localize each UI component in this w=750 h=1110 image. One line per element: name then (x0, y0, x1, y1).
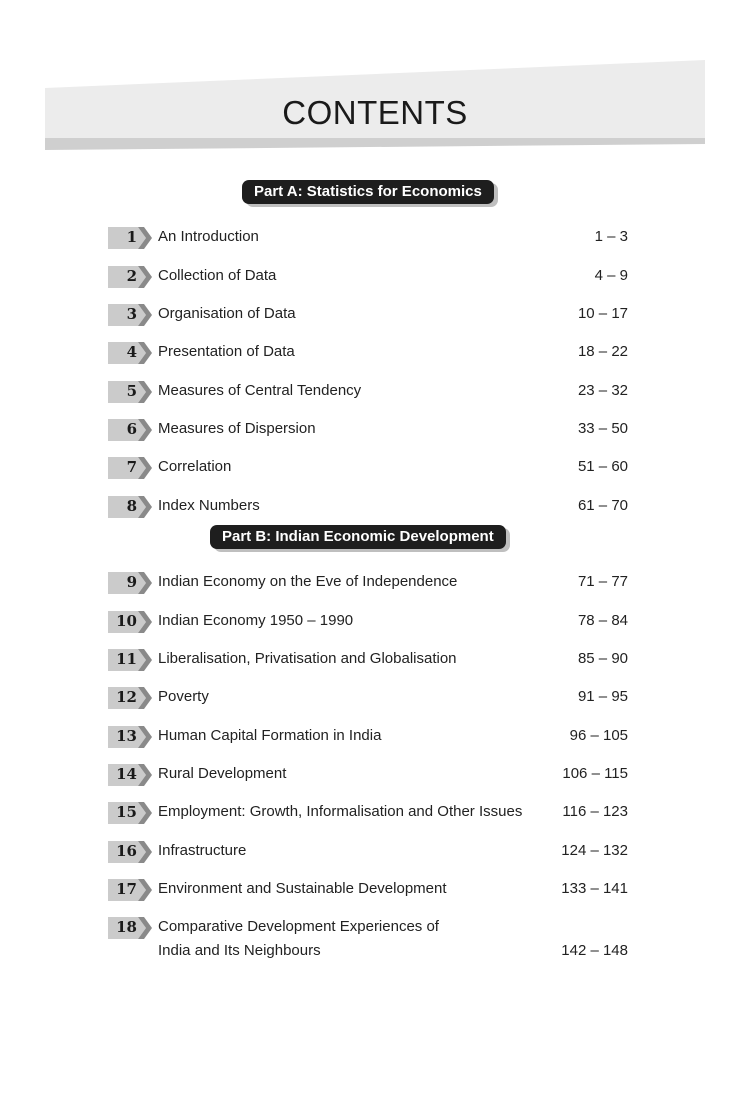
chapter-number: 16 (116, 842, 137, 860)
chapter-page-range: 85 – 90 (577, 650, 628, 667)
chapter-arrow-icon (108, 726, 152, 748)
chapter-title: Poverty (158, 688, 209, 705)
chapter-page-range: 78 – 84 (577, 612, 628, 629)
chapter-number: 13 (116, 727, 137, 745)
chapter-title: Liberalisation, Privatisation and Globalisation (158, 650, 457, 667)
chapter-arrow-icon (108, 457, 152, 479)
chapter-arrow-icon (108, 419, 152, 441)
chapter-number: 10 (116, 612, 137, 630)
chapter-page-range: 10 – 17 (577, 305, 628, 322)
chapter-number: 12 (116, 688, 137, 706)
chapter-number: 8 (126, 497, 137, 515)
toc-entry[interactable] (108, 266, 628, 290)
chapter-page-range: 124 – 132 (561, 842, 628, 859)
chapter-page-range: 1 – 3 (594, 228, 628, 245)
toc-entry[interactable] (108, 726, 628, 750)
chapter-arrow-icon (108, 879, 152, 901)
chapter-title: Measures of Central Tendency (158, 382, 362, 399)
chapter-title: Rural Development (158, 765, 287, 782)
chapter-title: Infrastructure (158, 842, 247, 859)
chapter-page-range: 23 – 32 (577, 382, 628, 399)
chapter-title: Environment and Sustainable Development (158, 880, 447, 897)
chapter-arrow-icon (108, 304, 152, 326)
toc-entry[interactable] (108, 841, 628, 865)
chapter-number: 3 (126, 305, 137, 323)
toc-entry[interactable] (108, 649, 628, 673)
chapter-title: Presentation of Data (158, 343, 295, 360)
chapter-page-range: 96 – 105 (569, 727, 628, 744)
chapter-arrow-icon (108, 687, 152, 709)
toc-entry[interactable] (108, 572, 628, 596)
chapter-arrow-icon (108, 802, 152, 824)
chapter-number: 17 (116, 880, 137, 898)
chapter-arrow-icon (108, 649, 152, 671)
chapter-arrow-icon (108, 227, 152, 249)
chapter-number: 5 (126, 382, 137, 400)
chapter-arrow-icon (108, 572, 152, 594)
toc-entry[interactable] (108, 764, 628, 788)
chapter-title: Index Numbers (158, 497, 260, 514)
chapter-page-range: 106 – 115 (562, 765, 628, 782)
chapter-page-range: 51 – 60 (577, 458, 628, 475)
chapter-page-range: 91 – 95 (577, 688, 628, 705)
chapter-page-range: 33 – 50 (577, 420, 628, 437)
toc-entry[interactable] (108, 381, 628, 405)
chapter-title: Organisation of Data (158, 305, 296, 322)
chapter-page-range: 61 – 70 (577, 497, 628, 514)
chapter-title: Measures of Dispersion (158, 420, 316, 437)
chapter-title: Comparative Development Experiences of (158, 918, 439, 935)
chapter-title: Correlation (158, 458, 232, 475)
chapter-title: Employment: Growth, Informalisation and Other Issues (158, 803, 523, 820)
chapter-title: Collection of Data (158, 267, 277, 284)
toc-entry[interactable] (108, 457, 628, 481)
chapter-arrow-icon (108, 381, 152, 403)
chapter-title: Indian Economy on the Eve of Independence (158, 573, 458, 590)
chapter-page-range: 133 – 141 (561, 880, 628, 897)
chapter-arrow-icon (108, 342, 152, 364)
chapter-page-range: 116 – 123 (562, 803, 628, 820)
chapter-page-range: 4 – 9 (594, 267, 628, 284)
chapter-arrow-icon (108, 841, 152, 863)
chapter-number: 2 (126, 267, 137, 285)
toc-entry[interactable] (108, 687, 628, 711)
part-a-heading: Part A: Statistics for Economics (242, 180, 494, 204)
chapter-number: 15 (116, 803, 137, 821)
chapter-arrow-icon (108, 611, 152, 633)
chapter-arrow-icon (108, 496, 152, 518)
toc-entry[interactable] (108, 304, 628, 328)
toc-entry[interactable] (108, 419, 628, 443)
chapter-number: 9 (126, 573, 137, 591)
chapter-number: 18 (116, 918, 137, 936)
chapter-number: 1 (126, 228, 137, 246)
chapter-number: 4 (126, 343, 137, 361)
chapter-arrow-icon (108, 764, 152, 786)
chapter-title: Indian Economy 1950 – 1990 (158, 612, 354, 629)
chapter-page-range: 18 – 22 (577, 343, 628, 360)
toc-entry[interactable] (108, 917, 628, 959)
chapter-arrow-icon (108, 917, 152, 939)
toc-entry[interactable] (108, 611, 628, 635)
part-b-heading: Part B: Indian Economic Development (210, 525, 506, 549)
chapter-number: 11 (116, 650, 137, 668)
toc-entry[interactable] (108, 496, 628, 520)
toc-entry[interactable] (108, 802, 628, 826)
toc-entry[interactable] (108, 342, 628, 366)
page-title: CONTENTS (282, 94, 468, 131)
toc-entry[interactable] (108, 227, 628, 251)
chapter-number: 7 (126, 458, 137, 476)
chapter-number: 6 (126, 420, 137, 438)
chapter-page-range: 71 – 77 (577, 573, 628, 590)
chapter-title: Human Capital Formation in India (158, 727, 382, 744)
chapter-title: An Introduction (158, 228, 259, 245)
chapter-arrow-icon (108, 266, 152, 288)
chapter-number: 14 (116, 765, 137, 783)
toc-entry[interactable] (108, 879, 628, 903)
chapter-page-range: 142 – 148 (561, 942, 628, 959)
chapter-title-line2: India and Its Neighbours (158, 942, 321, 959)
